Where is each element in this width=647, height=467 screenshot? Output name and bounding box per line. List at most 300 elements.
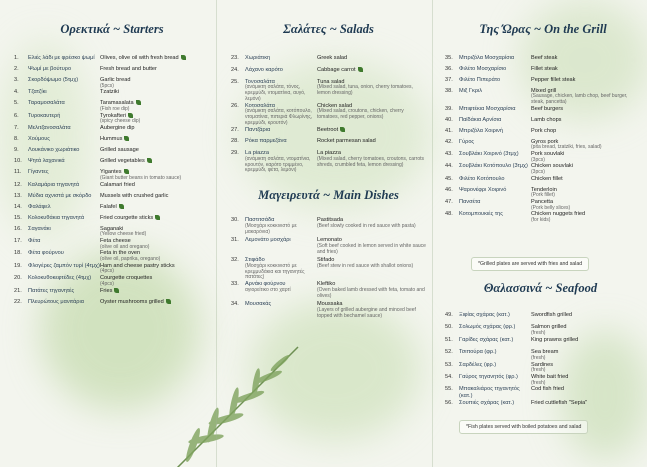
menu-item-english-name (100, 215, 210, 226)
menu-item (445, 187, 641, 199)
menu-item (231, 55, 426, 67)
greek-name-text: Κοτομπουκιές της (459, 211, 503, 218)
vegan-leaf-icon (181, 55, 186, 60)
english-description: (Sausage, chicken, lamb chop, beef burger, steak, pancetta) (531, 93, 628, 106)
greek-name-text: Μουσακάς (245, 301, 272, 308)
english-description: (Pork belly slices) (531, 204, 571, 211)
menu-item-english-name (100, 66, 210, 77)
menu-item-number: 26. (231, 102, 239, 109)
menu-item-english-name (317, 103, 426, 127)
english-name-text: Falafel (100, 203, 117, 210)
greek-name-text: Ψωμί με βούτυρο (28, 66, 72, 72)
greek-description: (ανάμικτη σαλάτα, τόνος, κρεμμύδι, ντοματίνια, αυγό, λεμόνι) (245, 84, 306, 102)
menu-item (14, 125, 210, 136)
menu-item-greek-name (245, 217, 317, 237)
menu-item-english-name (100, 147, 210, 158)
english-name-text: Feta cheese (100, 237, 131, 244)
greek-name-text: Σαρδέλες (φρ.) (459, 361, 497, 368)
menu-item (231, 127, 426, 139)
greek-name-text: Ψητά λαχανικά (28, 158, 65, 165)
menu-item-english-name (531, 312, 641, 324)
english-name-text: Salmon grilled (531, 324, 567, 331)
vegan-leaf-icon (147, 158, 152, 163)
greek-name-text: Χωριάτικη (245, 55, 271, 61)
seafood-list (445, 312, 641, 412)
menu-item (445, 55, 641, 66)
english-name-text: Ham and cheese pastry sticks (100, 262, 175, 269)
menu-item (14, 250, 210, 262)
menu-item-greek-name (28, 193, 100, 204)
menu-item-greek-name (245, 257, 317, 281)
menu-item (445, 312, 641, 324)
menu-item (445, 88, 641, 106)
menu-item (14, 158, 210, 169)
menu-item (14, 77, 210, 89)
menu-item-greek-name (28, 204, 100, 215)
english-name-text: Taramasalata (100, 100, 134, 107)
greek-name-text: Φιλέτο Μοσχαρίσιο (459, 65, 507, 72)
greek-name-text: Σουβλάκι Χοιρινό (3τμχ) (459, 150, 519, 157)
greek-name-text: Μπιφτέκια Μοσχαρίσια (459, 105, 516, 112)
english-description: (Mixed salad, cherry tomatoes, croutons, carrots shreds, crumbled feta, lemon dressing) (317, 155, 424, 168)
menu-item-number: 16. (14, 225, 22, 232)
vegan-leaf-icon (119, 204, 124, 209)
menu-item-number: 25. (231, 78, 239, 85)
menu-item-number: 34. (231, 301, 239, 308)
menu-item (445, 128, 641, 139)
menu-item-english-name (531, 66, 641, 77)
greek-name-text: Γαύρος τηγανητός (φρ.) (459, 373, 518, 380)
english-name-text: Tyrokafteri (100, 112, 127, 119)
menu-item-english-name (317, 79, 426, 103)
greek-name-text: Καλαμάρια τηγανητά (28, 181, 80, 188)
menu-item-greek-name (28, 182, 100, 193)
greek-name-text: Ταραμοσαλάτα (28, 100, 65, 107)
menu-item-greek-name (28, 299, 100, 310)
english-description: (Beef stew in red sauce with shallot onions) (317, 262, 414, 269)
menu-item-english-name (100, 288, 210, 299)
menu-item-greek-name (459, 128, 531, 139)
greek-description: αγιορείτικο στο χαρτί (245, 286, 291, 293)
english-name-text: Beef steak (531, 55, 558, 61)
greek-name-text: Φιλέτο Πιπεράτο (459, 76, 501, 83)
menu-item (445, 362, 641, 374)
menu-item (14, 204, 210, 215)
menu-item-greek-name (459, 386, 531, 399)
menu-item-number: 4. (14, 89, 19, 96)
menu-item-greek-name (245, 55, 317, 67)
menu-item (231, 301, 426, 321)
english-name-text: Pork souvlaki (531, 150, 565, 157)
greek-name-text: Χούμους (28, 136, 50, 143)
menu-item-number: 23. (231, 55, 239, 61)
greek-name-text: Τσιπούρα (φρ.) (459, 349, 497, 356)
menu-item-greek-name (459, 151, 531, 163)
english-name-text: Yigantes (100, 169, 122, 176)
english-description: (Mixed salad, croutons, chicken, cherry tomatoes, red pepper, onions) (317, 108, 404, 120)
menu-item-number: 5. (14, 100, 19, 107)
menu-item (14, 215, 210, 226)
menu-item-english-name (317, 281, 426, 301)
english-description: (5pcs) (100, 82, 114, 89)
menu-item-english-name (531, 187, 641, 199)
menu-item-english-name (317, 67, 426, 79)
menu-item-greek-name (28, 147, 100, 158)
english-name-text: Chicken souvlaki (531, 163, 573, 170)
menu-item-greek-name (245, 281, 317, 301)
english-description: (Oven baked lamb dressed with feta, tomato and olives) (317, 286, 425, 299)
menu-item (14, 136, 210, 147)
grill-seafood-section (432, 0, 647, 467)
menu-item (231, 138, 426, 150)
menu-item-number: 20. (14, 275, 22, 282)
menu-item-english-name (531, 88, 641, 106)
greek-name-text: Κολοκυθάκια τηγανητά (28, 214, 85, 221)
greek-name-text: Πατάτες τηγανητές (28, 287, 75, 294)
menu-item-number: 45. (445, 175, 453, 182)
english-name-text: Pepper fillet steak (531, 76, 576, 83)
menu-item-number: 19. (14, 262, 22, 269)
english-description: (Beef slowly cooked in red sauce with pasta) (317, 222, 416, 229)
english-description: (3pcs) (531, 168, 545, 175)
english-name-text: Kleftiko (317, 281, 336, 288)
menu-item-greek-name (245, 138, 317, 150)
menu-item-greek-name (28, 250, 100, 262)
menu-item-number: 28. (231, 138, 239, 145)
menu-item-english-name (531, 128, 641, 139)
menu-item-greek-name (28, 113, 100, 125)
english-name-text: Pastitsada (317, 217, 344, 224)
menu-item-number: 6. (14, 112, 19, 119)
grill-list (445, 55, 641, 224)
menu-item-greek-name (28, 66, 100, 77)
menu-item-greek-name (459, 117, 531, 128)
menu-item (14, 288, 210, 299)
menu-item-greek-name (28, 89, 100, 100)
english-description: (fresh) (531, 354, 546, 361)
menu-item-english-name (317, 138, 426, 150)
menu-item-number: 39. (445, 105, 453, 112)
menu-item-greek-name (28, 238, 100, 250)
menu-item-english-name (317, 301, 426, 321)
menu-item-english-name (531, 77, 641, 88)
menu-item (231, 67, 426, 79)
menu-item-number: 35. (445, 55, 453, 61)
greek-name-text: Γαρίδες σχάρας (κατ.) (459, 336, 514, 343)
vegan-leaf-icon (155, 215, 160, 220)
english-description: (for kids) (531, 216, 551, 223)
greek-name-text: Μύδια αχνιστά με σκόρδο (28, 192, 92, 199)
seafood-title: Θαλασσινά ~ Seafood (483, 281, 598, 295)
menu-item (445, 324, 641, 336)
greek-name-text: Φέτα φούρνου (28, 250, 64, 257)
english-description: (Mixed salad, tuna, onion, cherry tomatoes, lemon dressing) (317, 84, 413, 96)
menu-item-greek-name (28, 125, 100, 136)
greek-name-text: Μιξ Γκριλ (459, 87, 483, 94)
greek-name-text: Φέτα (28, 237, 41, 244)
greek-name-text: Τυροκαυτερή (28, 112, 61, 119)
menu-item (231, 103, 426, 127)
english-name-text: Mixed grill (531, 87, 557, 94)
menu-item-greek-name (28, 55, 100, 66)
vegan-leaf-icon (114, 288, 119, 293)
menu-item-english-name (100, 238, 210, 250)
menu-item-greek-name (28, 100, 100, 112)
vegan-leaf-icon (166, 299, 171, 304)
vegan-leaf-icon (136, 100, 141, 105)
greek-description: (Μοσχάρι κοκκινιστό με μακαρόνια) (245, 222, 297, 235)
menu-item (14, 263, 210, 275)
menu-item-number: 21. (14, 287, 22, 294)
menu-item-greek-name (459, 374, 531, 386)
menu-item-greek-name (28, 226, 100, 238)
menu-item-english-name (531, 55, 641, 66)
greek-name-text: Σολωμός σχάρας (φρ.) (459, 324, 516, 331)
english-name-text: Saganaki (100, 225, 124, 232)
greek-name-text: Φιλέτο Κοτόπουλο (459, 175, 505, 182)
english-description: (3pcs) (531, 156, 545, 163)
vegan-leaf-icon (358, 67, 363, 72)
menu-item (445, 176, 641, 187)
starters-list (14, 55, 210, 310)
greek-name-text: Σουπιές σχάρας (κατ.) (459, 399, 515, 406)
menu-item-english-name (531, 374, 641, 386)
menu-item-number: 11. (14, 169, 22, 176)
menu-item-number: 33. (231, 281, 239, 288)
menu-item-number: 17. (14, 237, 22, 244)
menu-item-greek-name (245, 103, 317, 127)
menu-item-english-name (317, 237, 426, 257)
menu-item (445, 139, 641, 151)
menu-item (231, 79, 426, 103)
menu-item-greek-name (459, 139, 531, 151)
english-name-text: Fried cuttlefish "Sepia" (531, 399, 588, 406)
menu-item-number: 55. (445, 386, 453, 393)
english-name-text: Swordfish grilled (531, 312, 573, 318)
english-name-text: Beetroot (317, 126, 339, 133)
menu-item-english-name (100, 226, 210, 238)
menu-item (14, 89, 210, 100)
menu-item-number: 13. (14, 192, 22, 199)
english-name-text: Sardines (531, 361, 554, 368)
starters-title: Ορεκτικά ~ Starters (60, 22, 164, 36)
menu-item-english-name (531, 337, 641, 349)
menu-item-english-name (531, 362, 641, 374)
menu-item-greek-name (245, 67, 317, 79)
menu-item (14, 226, 210, 238)
english-name-text: Fried courgette sticks (100, 214, 154, 221)
menu-item-greek-name (28, 77, 100, 89)
english-name-text: Calamari fried (100, 181, 135, 188)
english-name-text: Lemonato (317, 237, 342, 244)
english-name-text: Cabbage carrot (317, 66, 356, 73)
menu-item-number: 51. (445, 336, 453, 343)
greek-name-text: Τζατζίκι (28, 89, 47, 96)
menu-item (445, 199, 641, 211)
menu-item-greek-name (28, 215, 100, 226)
menu-item-greek-name (28, 158, 100, 169)
menu-item-number: 40. (445, 116, 453, 123)
menu-item-number: 24. (231, 66, 239, 73)
seafood-note: *Fish plates served with boiled potatoes and salad (459, 420, 588, 434)
salads-title: Σαλάτες ~ Salads (283, 22, 374, 36)
menu-item-number: 3. (14, 77, 19, 83)
menu-item (14, 66, 210, 77)
greek-name-text: Λουκάνικο χωριάτικο (28, 147, 80, 154)
greek-description: (ανάμικτη σαλάτα, κοτόπουλο, ντοματίνια, πιπεριά Φλωρίνης, κρεμμύδι, κρουτόν) (245, 108, 313, 126)
menu-item (445, 151, 641, 163)
menu-item-greek-name (459, 77, 531, 88)
english-name-text: Pork chop (531, 127, 557, 134)
menu-item-number: 8. (14, 136, 19, 143)
menu-item-english-name (531, 163, 641, 175)
menu-item (231, 217, 426, 237)
english-description: (Layers of grilled aubergine and minced beef topped with bechamel sauce) (317, 306, 416, 319)
menu-item-english-name (531, 106, 641, 117)
menu-item-english-name (531, 386, 641, 399)
menu-item-number: 32. (231, 257, 239, 264)
english-name-text: Pancetta (531, 198, 554, 205)
english-description: (fresh) (531, 329, 546, 336)
grill-note: *Grilled plates are served with fries and salad (471, 257, 589, 271)
menu-item-english-name (317, 55, 426, 67)
menu-item-number: 50. (445, 324, 453, 331)
menu-item-english-name (100, 125, 210, 136)
english-name-text: Sea bream (531, 349, 559, 356)
menu-item-number: 15. (14, 214, 22, 221)
menu-item-greek-name (459, 176, 531, 187)
menu-item-english-name (100, 113, 210, 125)
menu-item (14, 238, 210, 250)
english-name-text: Garlic bread (100, 77, 131, 83)
menu-item-english-name (100, 250, 210, 262)
menu-item-english-name (317, 150, 426, 174)
english-name-text: Aubergine dip (100, 125, 135, 132)
menu-item-greek-name (28, 136, 100, 147)
menu-item-english-name (100, 275, 210, 287)
english-name-text: Feta in the oven (100, 250, 141, 257)
menu-item-number: 49. (445, 312, 453, 318)
menu-item-greek-name (459, 400, 531, 412)
english-name-text: Gyros pork (531, 138, 559, 145)
english-name-text: White bait fried (531, 373, 569, 380)
english-name-text: King prawns grilled (531, 336, 579, 343)
menu-item (14, 182, 210, 193)
greek-name-text: Κολοκυθοκεφτέδες (4τμχ) (28, 275, 92, 282)
english-description: (fresh) (531, 379, 546, 386)
greek-name-text: Μπακαλιάρος τηγανητός (κατ.) (459, 386, 520, 399)
menu-item-number: 53. (445, 361, 453, 368)
english-name-text: Chicken nuggets fried (531, 211, 586, 218)
salads-list (231, 55, 426, 174)
menu-item-greek-name (459, 211, 531, 223)
menu-item (445, 349, 641, 361)
greek-description: (Μοσχάρι κοκκινιστό με κρεμμυδάκια και τηγανητές πατάτες) (245, 262, 305, 281)
menu-item-english-name (531, 349, 641, 361)
greek-name-text: Ελιές λάδι με φρέσκο ψωμί (28, 55, 95, 61)
greek-name-text: Αρνάκι φούρνου (245, 281, 286, 288)
menu-item-english-name (100, 299, 210, 310)
english-name-text: Tenderloin (531, 186, 557, 193)
greek-name-text: Φλογέρες ζαμπόν τυρί (4τμχ) (28, 262, 100, 269)
menu-item-number: 52. (445, 349, 453, 356)
menu-item-greek-name (28, 275, 100, 287)
greek-name-text: Λεμονάτο μοσχάρι (245, 237, 291, 244)
menu-item (445, 211, 641, 223)
menu-item-greek-name (459, 324, 531, 336)
greek-name-text: Γίγαντες (28, 169, 49, 176)
menu-item-english-name (317, 257, 426, 281)
english-name-text: Hummus (100, 136, 123, 143)
menu-item-number: 37. (445, 76, 453, 83)
english-name-text: Fries (100, 287, 113, 294)
greek-name-text: Σαγανάκι (28, 225, 51, 232)
menu-item-number: 41. (445, 127, 453, 134)
menu-item-greek-name (28, 288, 100, 299)
menu-item-english-name (100, 263, 210, 275)
english-name-text: Courgette croquettes (100, 275, 153, 282)
english-description: (olive oil and oregano) (100, 243, 150, 250)
greek-name-text: Ψαρονέφρι Χοιρινό (459, 186, 507, 193)
menu-item-english-name (531, 117, 641, 128)
english-description: (spicy cheese dip) (100, 118, 141, 125)
menu-item (231, 150, 426, 174)
greek-name-text: Μελιτζανοσαλάτα (28, 125, 71, 132)
menu-item (231, 257, 426, 281)
menu-item-number: 12. (14, 181, 22, 188)
vegan-leaf-icon (128, 113, 133, 118)
menu-item-number: 56. (445, 399, 453, 406)
english-description: (Soft beef cooked in lemon served in white sauce and fries) (317, 242, 426, 255)
english-name-text: Chicken fillet (531, 175, 563, 182)
menu-item (445, 77, 641, 88)
menu-item-greek-name (245, 79, 317, 103)
menu-item-greek-name (459, 362, 531, 374)
english-description: (fresh) (531, 367, 546, 374)
menu-item-english-name (100, 100, 210, 112)
menu-item (14, 169, 210, 181)
english-name-text: Fillet steak (531, 65, 558, 72)
menu-item-english-name (100, 55, 210, 66)
vegan-leaf-icon (124, 169, 129, 174)
english-name-text: Mussels with crushed garlic (100, 192, 169, 199)
menu-item-number: 7. (14, 125, 19, 132)
greek-name-text: Μπριζόλα Χοιρινή (459, 127, 503, 134)
english-name-text: Beef burgers (531, 105, 564, 112)
english-description: (4pcs) (100, 268, 114, 275)
menu-item-english-name (531, 199, 641, 211)
menu-item-english-name (100, 158, 210, 169)
menu-item-number: 14. (14, 203, 22, 210)
menu-item (445, 386, 641, 399)
english-name-text: Fresh bread and butter (100, 66, 157, 72)
menu-item (445, 163, 641, 175)
menu-item-greek-name (459, 163, 531, 175)
menu-item-number: 48. (445, 211, 453, 218)
english-description: (Pork fillet) (531, 192, 555, 199)
greek-name-text: Τονοσαλάτα (245, 78, 275, 85)
menu-item-number: 31. (231, 237, 239, 244)
salads-mains-section (216, 0, 432, 467)
menu-item-english-name (531, 176, 641, 187)
greek-name-text: Πανσέτα (459, 198, 481, 205)
menu-item-number: 2. (14, 66, 19, 72)
english-description: (olive oil, paprika, oregano) (100, 255, 161, 262)
menu-item-english-name (317, 127, 426, 139)
menu-item-number: 30. (231, 217, 239, 224)
menu-item (445, 66, 641, 77)
menu-item-english-name (100, 77, 210, 89)
